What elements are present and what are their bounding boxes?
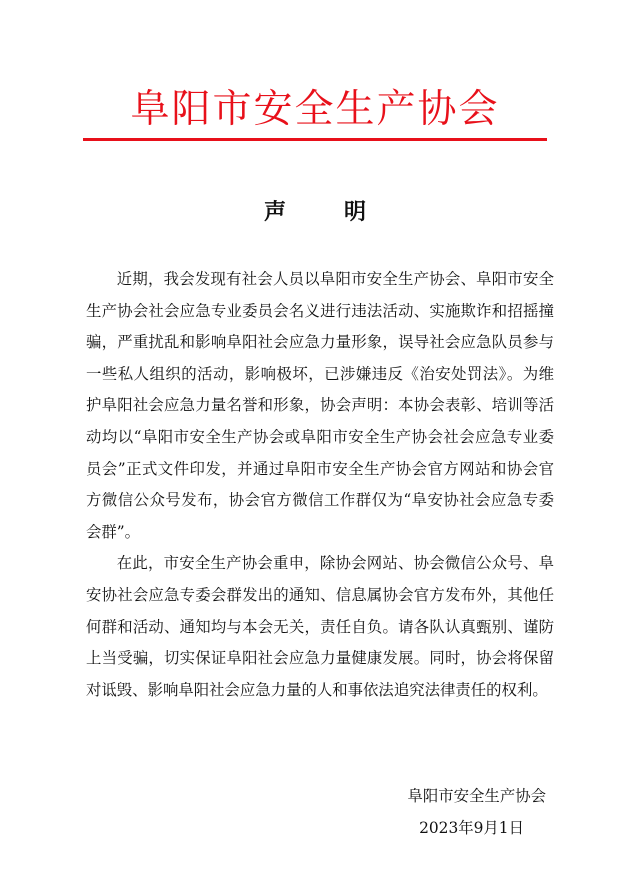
document-title xyxy=(0,198,630,228)
signature-block xyxy=(407,781,550,844)
document-title-second-char: 明 xyxy=(344,200,367,225)
statement-paragraph-2: 在此，市安全生产协会重申，除协会网站、协会微信公众号、阜安协社会应急专委会群发出的通知、信息属协会官方发布外，其他任何群和活动、通知均与本会无关，责任自负。请各队认真甄别、谨防上当受骗，切实保证阜阳社会应急力量健康发展。同时，协会将保留对诋毁、影响阜阳社会应急力量的人和事依法追究法律责任的权利。 xyxy=(86,554,554,699)
document-title-first-char: 声 xyxy=(263,200,286,225)
statement-paragraph-1: 近期，我会发现有社会人员以阜阳市安全生产协会、阜阳市安全生产协会社会应急专业委员会名义进行违法活动、实施欺诈和招摇撞骗，严重扰乱和影响阜阳社会应急力量形象，误导社会应急队员参与一些私人组织的活动，影响极坏，已涉嫌违反《治安处罚法》。为维护阜阳社会应急力量名誉和形象，协会声明：本协会表彰、培训等活动均以“阜阳市安全生产协会或阜阳市安全生产协会社会应急专业委员会”正式文件印发，并通过阜阳市安全生产协会官方网站和协会官方微信公众号发布，协会官方微信工作群仅为“阜安协社会应急专委会群”。 xyxy=(86,270,554,541)
letterhead-title: 阜阳市安全生产协会 xyxy=(130,87,500,132)
letterhead-rule xyxy=(83,138,547,141)
signature-organization: 阜阳市安全生产协会 xyxy=(407,787,546,805)
statement-body xyxy=(86,264,554,706)
signature-date: 2023年9月1日 xyxy=(419,818,524,837)
